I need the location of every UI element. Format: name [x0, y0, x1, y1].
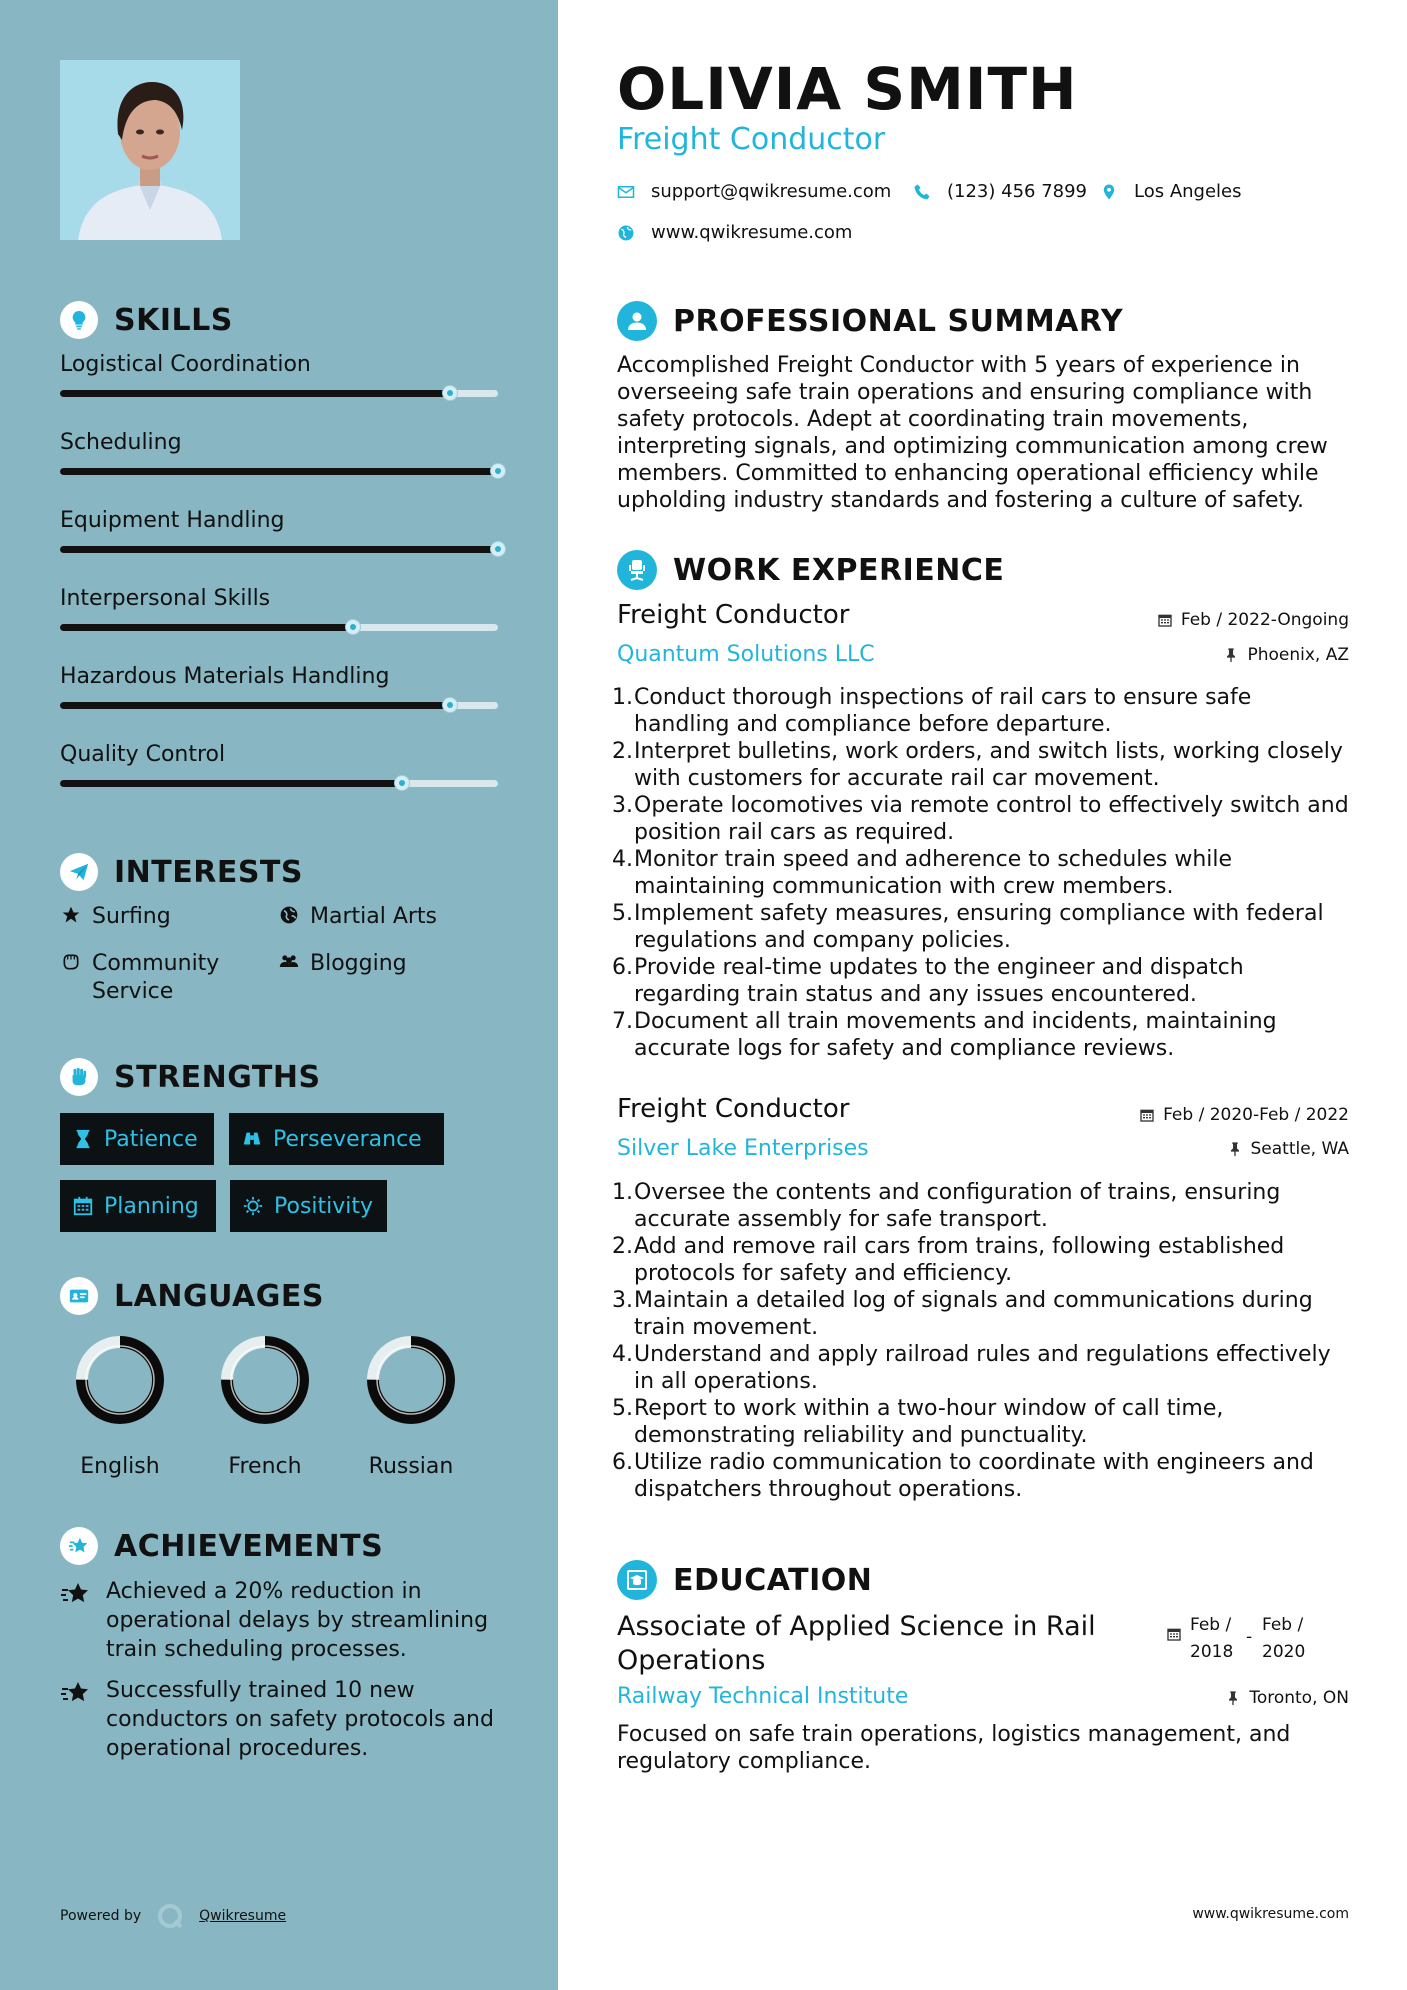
duty-text: Conduct thorough inspections of rail cars to ensure safe handling and compliance before departure. — [634, 685, 1252, 737]
calendar-icon — [72, 1195, 94, 1217]
contact-phone[interactable] — [913, 181, 1087, 202]
education-location-text: Toronto, ON — [1249, 1688, 1349, 1708]
interest-item-martial-arts — [278, 903, 437, 931]
skill-level-bar — [60, 546, 498, 553]
skill-level-fill — [60, 624, 353, 631]
duty-item — [612, 900, 1352, 954]
duty-item — [612, 1395, 1352, 1449]
education-start-month: Feb / — [1190, 1615, 1232, 1635]
calendar-icon — [1166, 1626, 1182, 1642]
pushpin-icon — [1225, 1690, 1241, 1706]
skill-level-bar — [60, 702, 498, 709]
skill-level-bar — [60, 780, 498, 787]
map-pin-icon — [1100, 183, 1118, 201]
sun-icon — [242, 1195, 264, 1217]
skill-level-bar — [60, 624, 498, 631]
strength-badge-patience — [60, 1113, 214, 1165]
star-icon — [60, 903, 82, 925]
education-start-year: 2018 — [1190, 1642, 1234, 1662]
skill-item — [60, 664, 500, 689]
skill-level-bar — [60, 468, 498, 475]
language-label: English — [80, 1454, 160, 1479]
date-separator: - — [1246, 1627, 1253, 1647]
binoculars-icon — [241, 1128, 263, 1150]
language-item — [351, 1332, 471, 1479]
strength-label: Perseverance — [273, 1126, 422, 1152]
strength-badge-perseverance — [229, 1113, 444, 1165]
skills-title: SKILLS — [114, 302, 233, 338]
strengths-title: STRENGTHS — [114, 1059, 321, 1095]
strength-label: Positivity — [274, 1193, 374, 1219]
education-end-month: Feb / — [1262, 1615, 1304, 1635]
job-location-text: Seattle, WA — [1250, 1139, 1349, 1159]
interests-heading — [60, 853, 303, 891]
skill-item — [60, 742, 500, 767]
summary-title: PROFESSIONAL SUMMARY — [673, 303, 1124, 339]
interest-label: Community Service — [92, 951, 220, 1004]
duty-item — [612, 738, 1352, 792]
skill-level-fill — [60, 780, 402, 787]
powered-by — [60, 1903, 286, 1929]
duty-text: Document all train movements and incidents, maintaining accurate logs for safety and compliance reviews. — [634, 1009, 1277, 1061]
education-degree: Associate of Applied Science in Rail Operations — [617, 1611, 1096, 1676]
skill-level-fill — [60, 546, 498, 553]
duty-number: 2. — [612, 739, 633, 764]
strength-badge-positivity — [230, 1180, 387, 1232]
skill-level-knob — [394, 775, 410, 791]
qwikresume-link[interactable]: Qwikresume — [199, 1908, 287, 1924]
envelope-icon — [617, 183, 635, 201]
duty-number: 5. — [612, 901, 633, 926]
language-level-ring — [363, 1332, 459, 1428]
award-star-icon — [60, 1527, 98, 1565]
strength-label: Patience — [104, 1126, 198, 1152]
globe-icon — [278, 903, 300, 925]
lightbulb-icon — [60, 301, 98, 339]
skill-label: Hazardous Materials Handling — [60, 664, 390, 689]
languages-heading — [60, 1277, 324, 1315]
education-description: Focused on safe train operations, logistics management, and regulatory compliance. — [617, 1722, 1291, 1774]
skill-level-knob — [490, 463, 506, 479]
education-title: EDUCATION — [673, 1562, 873, 1598]
skills-heading — [60, 301, 233, 339]
calendar-icon — [1139, 1107, 1155, 1123]
skill-item — [60, 430, 500, 455]
qwikresume-logo-icon — [157, 1903, 183, 1929]
star-award-icon — [60, 1577, 92, 1611]
strengths-heading — [60, 1058, 321, 1096]
contact-location — [1100, 181, 1242, 202]
skill-label: Interpersonal Skills — [60, 586, 271, 611]
skill-item — [60, 352, 500, 377]
pushpin-icon — [1223, 647, 1239, 663]
education-location — [1225, 1688, 1349, 1708]
duty-text: Add and remove rail cars from trains, following established protocols for safety and efficiency. — [634, 1234, 1285, 1286]
job-company: Silver Lake Enterprises — [617, 1136, 869, 1161]
skill-label: Quality Control — [60, 742, 226, 767]
languages-title: LANGUAGES — [114, 1278, 324, 1314]
skill-level-bar — [60, 390, 498, 397]
duty-number: 5. — [612, 1396, 633, 1421]
duty-item — [612, 1287, 1352, 1341]
achievement-text: Successfully trained 10 new conductors on safety protocols and operational procedures. — [106, 1678, 494, 1761]
duty-item — [612, 1449, 1352, 1503]
achievements-heading — [60, 1527, 383, 1565]
duty-number: 2. — [612, 1234, 633, 1259]
hourglass-icon — [72, 1128, 94, 1150]
duty-item — [612, 1008, 1352, 1062]
job-dates-text: Feb / 2022-Ongoing — [1180, 610, 1349, 630]
calendar-icon — [1157, 612, 1173, 628]
duty-text: Maintain a detailed log of signals and communications during train movement. — [634, 1288, 1313, 1340]
interests-title: INTERESTS — [114, 854, 303, 890]
language-item — [60, 1332, 180, 1479]
duty-text: Implement safety measures, ensuring compliance with federal regulations and company policies. — [634, 901, 1324, 953]
strength-label: Planning — [104, 1193, 199, 1219]
phone-text: (123) 456 7899 — [947, 181, 1088, 202]
skill-level-knob — [442, 697, 458, 713]
experience-title: WORK EXPERIENCE — [673, 552, 1005, 588]
duty-item — [612, 1341, 1352, 1395]
strength-badge-planning — [60, 1180, 216, 1232]
job-company: Quantum Solutions LLC — [617, 642, 875, 667]
interest-item-community-service — [60, 950, 250, 1006]
education-end-year: 2020 — [1262, 1642, 1306, 1662]
job-title: Freight Conductor — [617, 1094, 850, 1124]
office-chair-icon — [617, 550, 657, 590]
achievement-text: Achieved a 20% reduction in operational delays by streamlining train scheduling processes. — [106, 1579, 489, 1662]
job-duties-list — [612, 1179, 1352, 1503]
duty-item — [612, 1233, 1352, 1287]
graduation-cap-icon — [617, 1560, 657, 1600]
language-level-ring — [217, 1332, 313, 1428]
duty-number: 3. — [612, 793, 633, 818]
duty-item — [612, 1179, 1352, 1233]
job-location — [1223, 645, 1349, 665]
skill-item — [60, 586, 500, 611]
fist-icon — [60, 1058, 98, 1096]
language-item — [205, 1332, 325, 1479]
language-label: French — [228, 1454, 302, 1479]
skill-label: Logistical Coordination — [60, 352, 311, 377]
skill-level-fill — [60, 390, 450, 397]
duty-text: Monitor train speed and adherence to schedules while maintaining communication with crew members. — [634, 847, 1233, 899]
job-dates — [1139, 1105, 1349, 1125]
duty-text: Interpret bulletins, work orders, and switch lists, working closely with customers for accurate rail car movement. — [634, 739, 1343, 791]
pushpin-icon — [1227, 1141, 1243, 1157]
duty-text: Report to work within a two-hour window of call time, demonstrating reliability and punctuality. — [634, 1396, 1224, 1448]
job-duties-list — [612, 684, 1352, 1062]
education-dates — [1166, 1612, 1305, 1666]
duty-text: Understand and apply railroad rules and regulations effectively in all operations. — [634, 1342, 1331, 1394]
phone-icon — [913, 183, 931, 201]
user-icon — [617, 301, 657, 341]
job-location-text: Phoenix, AZ — [1247, 645, 1349, 665]
profile-photo — [60, 60, 240, 240]
skill-label: Scheduling — [60, 430, 182, 455]
interest-item-blogging — [278, 950, 407, 978]
duty-item — [612, 792, 1352, 846]
hand-icon — [60, 950, 82, 972]
duty-item — [612, 684, 1352, 738]
achievements-title: ACHIEVEMENTS — [114, 1528, 384, 1564]
duty-item — [612, 954, 1352, 1008]
duty-text: Operate locomotives via remote control to effectively switch and position rail cars as required. — [634, 793, 1349, 845]
location-text: Los Angeles — [1134, 181, 1242, 202]
achievement-item — [60, 1676, 510, 1763]
language-label: Russian — [368, 1454, 454, 1479]
candidate-name: OLIVIA SMITH — [617, 55, 1078, 123]
duty-number: 1. — [612, 685, 633, 710]
duty-number: 7. — [612, 1009, 633, 1034]
skill-label: Equipment Handling — [60, 508, 285, 533]
interest-label: Blogging — [310, 951, 407, 976]
contact-email[interactable] — [617, 181, 891, 202]
footer-website[interactable]: www.qwikresume.com — [1192, 1906, 1349, 1922]
summary-text: Accomplished Freight Conductor with 5 years of experience in overseeing safe train operations and ensuring compliance with safety protocols. Adept at coordinating train movements, interpreting signals, and optimizing communication among crew members. Committed to enhancing operational efficiency while upholding industry standards and fostering a culture of safety. — [617, 353, 1328, 513]
powered-by-label: Powered by — [60, 1908, 142, 1924]
interest-label: Martial Arts — [310, 904, 438, 929]
skill-level-knob — [490, 541, 506, 557]
job-dates-text: Feb / 2020-Feb / 2022 — [1163, 1105, 1349, 1125]
education-heading — [617, 1560, 872, 1600]
skill-level-fill — [60, 468, 498, 475]
interest-item-surfing — [60, 903, 171, 931]
duty-number: 4. — [612, 847, 633, 872]
duty-number: 4. — [612, 1342, 633, 1367]
job-dates — [1157, 610, 1349, 630]
interest-label: Surfing — [92, 904, 171, 929]
website-text: www.qwikresume.com — [651, 222, 853, 243]
users-icon — [278, 950, 300, 972]
paper-plane-icon — [60, 853, 98, 891]
job-location — [1227, 1139, 1350, 1159]
duty-item — [612, 846, 1352, 900]
duty-number: 6. — [612, 1450, 633, 1475]
duty-number: 1. — [612, 1180, 633, 1205]
duty-text: Oversee the contents and configuration of trains, ensuring accurate assembly for safe transport. — [634, 1180, 1281, 1232]
experience-heading — [617, 550, 1004, 590]
sidebar — [0, 0, 558, 1990]
language-level-ring — [72, 1332, 168, 1428]
globe-icon — [617, 224, 635, 242]
duty-number: 6. — [612, 955, 633, 980]
duty-text: Provide real-time updates to the engineer and dispatch regarding train status and any issues encountered. — [634, 955, 1244, 1007]
skill-item — [60, 508, 500, 533]
star-award-icon — [60, 1676, 92, 1710]
achievement-item — [60, 1577, 510, 1664]
skill-level-knob — [442, 385, 458, 401]
candidate-role: Freight Conductor — [617, 122, 886, 157]
id-card-icon — [60, 1277, 98, 1315]
summary-heading — [617, 301, 1123, 341]
duty-text: Utilize radio communication to coordinate with engineers and dispatchers throughout operations. — [634, 1450, 1314, 1502]
education-school: Railway Technical Institute — [617, 1684, 909, 1709]
duty-number: 3. — [612, 1288, 633, 1313]
email-text: support@qwikresume.com — [651, 181, 892, 202]
skill-level-knob — [345, 619, 361, 635]
skill-level-fill — [60, 702, 450, 709]
contact-website[interactable] — [617, 222, 852, 243]
job-title: Freight Conductor — [617, 600, 850, 630]
